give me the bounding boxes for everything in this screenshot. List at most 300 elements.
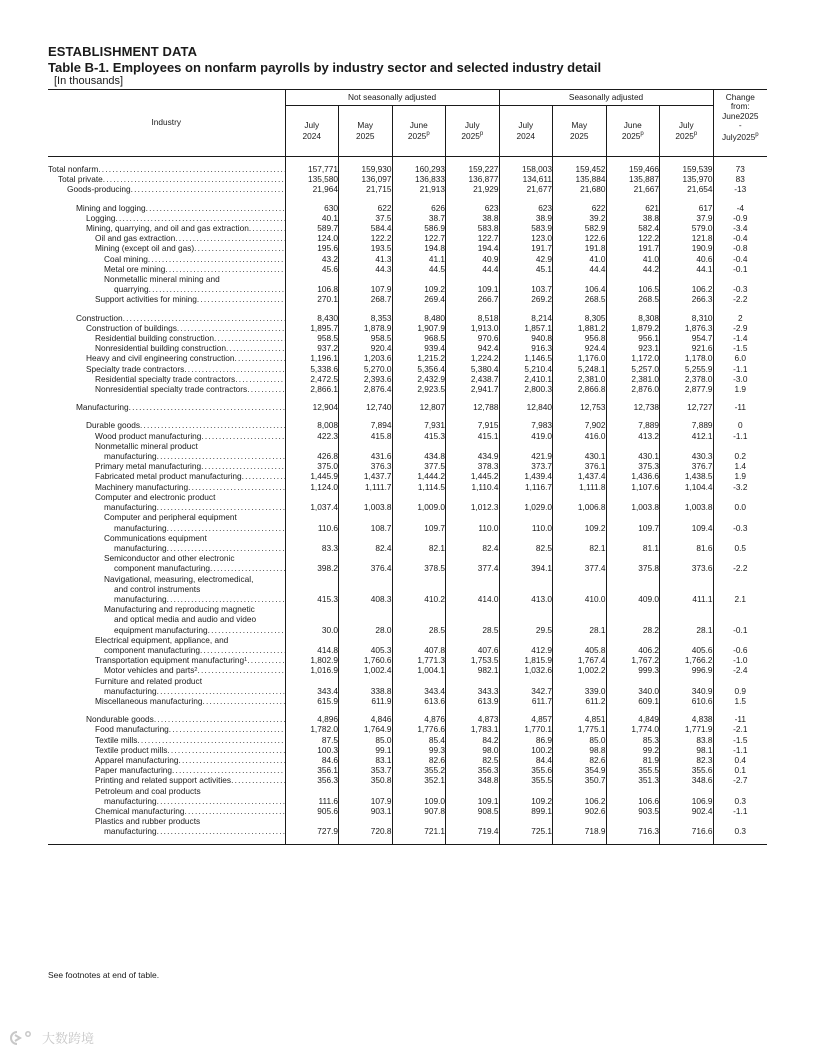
data-value: 85.0	[553, 735, 607, 745]
data-value: 430.1	[606, 441, 660, 461]
data-value: 30.0	[285, 604, 339, 635]
change-value: -1.5	[713, 343, 767, 353]
data-value: 416.0	[553, 431, 607, 441]
data-value: 109.1	[446, 274, 500, 294]
data-value: 1,146.5	[499, 353, 553, 363]
data-value: 398.2	[285, 553, 339, 573]
data-value: 266.7	[446, 294, 500, 304]
data-value: 727.9	[285, 816, 339, 836]
data-value: 339.0	[553, 676, 607, 696]
table-row	[48, 384, 767, 394]
data-value: 940.8	[499, 333, 553, 343]
data-value: 28.2	[606, 604, 660, 635]
data-value: 375.8	[606, 553, 660, 573]
change-value: -3.4	[713, 223, 767, 233]
data-value: 1,006.8	[553, 492, 607, 512]
data-value: 1,913.0	[446, 323, 500, 333]
data-value: 1,110.4	[446, 482, 500, 492]
data-value: 942.4	[446, 343, 500, 353]
data-value: 1,003.8	[339, 492, 393, 512]
data-value: 1,776.6	[392, 724, 446, 734]
industry-column-header: Industry	[151, 117, 181, 128]
data-value: 1,766.2	[660, 655, 714, 665]
data-value: 343.3	[446, 676, 500, 696]
data-value: 1,437.4	[553, 471, 607, 481]
data-value: 109.2	[392, 274, 446, 294]
data-value: 415.8	[339, 431, 393, 441]
data-value: 582.4	[606, 223, 660, 233]
data-value: 419.0	[499, 431, 553, 441]
month-column-header: July 2025$^p$	[446, 106, 500, 157]
data-value: 8,008	[285, 420, 339, 430]
data-value: 135,887	[606, 174, 660, 184]
industry-label: Construction .....	[48, 313, 285, 323]
data-value: 583.8	[446, 223, 500, 233]
data-value: 902.6	[553, 806, 607, 816]
table-row	[48, 203, 767, 213]
data-value: 44.3	[339, 264, 393, 274]
data-value: 7,983	[499, 420, 553, 430]
data-value: 982.1	[446, 665, 500, 675]
change-value: 0.0	[713, 492, 767, 512]
change-value: -1.5	[713, 735, 767, 745]
data-value: 1,176.0	[553, 353, 607, 363]
table-row	[48, 745, 767, 755]
industry-label: Coal mining .....	[48, 254, 285, 264]
data-value: 82.4	[446, 533, 500, 553]
change-value: -2.1	[713, 724, 767, 734]
data-value: 409.0	[606, 574, 660, 605]
data-value: 134,611	[499, 174, 553, 184]
data-value: 38.8	[606, 213, 660, 223]
change-column-header: Change from: June2025 - July2025$^p$	[713, 90, 767, 157]
data-value: 99.2	[606, 745, 660, 755]
data-value: 920.4	[339, 343, 393, 353]
data-value: 158,003	[499, 164, 553, 174]
change-value: -3.0	[713, 374, 767, 384]
industry-label: Computer and peripheral equipment manufacturing .....	[48, 512, 285, 532]
table-row	[48, 724, 767, 734]
data-value: 269.2	[499, 294, 553, 304]
data-value: 106.9	[660, 786, 714, 806]
data-value: 342.7	[499, 676, 553, 696]
data-value: 586.9	[392, 223, 446, 233]
data-value: 122.2	[339, 233, 393, 243]
table-row	[48, 223, 767, 233]
change-value: -1.1	[713, 806, 767, 816]
industry-label: Computer and electronic product manufacturing .....	[48, 492, 285, 512]
data-value: 613.9	[446, 696, 500, 706]
industry-label: Durable goods .....	[48, 420, 285, 430]
data-value: 40.6	[660, 254, 714, 264]
data-value: 923.1	[606, 343, 660, 353]
data-value: 430.3	[660, 441, 714, 461]
data-value: 899.1	[499, 806, 553, 816]
data-value: 8,305	[553, 313, 607, 323]
data-value: 5,338.6	[285, 364, 339, 374]
change-value: 0.2	[713, 441, 767, 461]
data-value: 37.5	[339, 213, 393, 223]
data-value: 83.3	[285, 533, 339, 553]
data-value: 2,410.1	[499, 374, 553, 384]
change-value: -2.9	[713, 323, 767, 333]
data-value: 106.2	[660, 274, 714, 294]
data-value: 8,430	[285, 313, 339, 323]
data-value: 1,029.0	[499, 492, 553, 512]
data-value: 5,248.1	[553, 364, 607, 374]
data-value: 7,889	[606, 420, 660, 430]
data-value: 405.3	[339, 635, 393, 655]
table-row	[48, 655, 767, 665]
data-value: 954.7	[660, 333, 714, 343]
data-value: 1,760.6	[339, 655, 393, 665]
data-value: 582.9	[553, 223, 607, 233]
industry-label: Printing and related support activities .....	[48, 775, 285, 785]
data-value: 716.6	[660, 816, 714, 836]
data-value: 2,800.3	[499, 384, 553, 394]
table-row	[48, 402, 767, 412]
data-value: 410.0	[553, 574, 607, 605]
data-value: 1,111.7	[339, 482, 393, 492]
data-value: 355.6	[499, 765, 553, 775]
data-value: 412.1	[660, 431, 714, 441]
data-value: 1,764.9	[339, 724, 393, 734]
data-value: 266.3	[660, 294, 714, 304]
industry-label: Machinery manufacturing .....	[48, 482, 285, 492]
month-column-header: July 2024	[285, 106, 339, 157]
data-value: 268.7	[339, 294, 393, 304]
data-value: 82.1	[392, 533, 446, 553]
data-value: 1,895.7	[285, 323, 339, 333]
data-value: 583.9	[499, 223, 553, 233]
industry-label: Textile product mills .....	[48, 745, 285, 755]
data-value: 413.0	[499, 574, 553, 605]
data-value: 415.1	[446, 431, 500, 441]
change-value: -0.9	[713, 213, 767, 223]
data-value: 108.7	[339, 512, 393, 532]
table-row	[48, 243, 767, 253]
spacer-row	[48, 412, 767, 420]
data-value: 999.3	[606, 665, 660, 675]
industry-label: Furniture and related product manufacturing .....	[48, 676, 285, 696]
table-row	[48, 364, 767, 374]
data-value: 630	[285, 203, 339, 213]
industry-label: Nonresidential specialty trade contractors .....	[48, 384, 285, 394]
units-note: [In thousands]	[54, 75, 124, 87]
data-value: 584.4	[339, 223, 393, 233]
industry-label: Heavy and civil engineering construction .....	[48, 353, 285, 363]
data-value: 405.8	[553, 635, 607, 655]
change-value: -1.1	[713, 745, 767, 755]
data-value: 968.5	[392, 333, 446, 343]
data-value: 351.3	[606, 775, 660, 785]
data-value: 81.9	[606, 755, 660, 765]
industry-label: Construction of buildings .....	[48, 323, 285, 333]
change-value: -11	[713, 714, 767, 724]
data-value: 355.2	[392, 765, 446, 775]
data-value: 916.3	[499, 343, 553, 353]
table-row	[48, 786, 767, 806]
data-value: 921.6	[660, 343, 714, 353]
data-value: 340.0	[606, 676, 660, 696]
table-row	[48, 765, 767, 775]
data-value: 21,677	[499, 184, 553, 194]
industry-label: Apparel manufacturing .....	[48, 755, 285, 765]
data-value: 2,438.7	[446, 374, 500, 384]
data-value: 1,436.6	[606, 471, 660, 481]
watermark-logo-icon	[8, 1029, 38, 1047]
data-value: 28.0	[339, 604, 393, 635]
data-value: 353.7	[339, 765, 393, 775]
industry-label: Electrical equipment, appliance, and component manufacturing .....	[48, 635, 285, 655]
data-value: 611.2	[553, 696, 607, 706]
data-value: 5,380.4	[446, 364, 500, 374]
data-value: 8,214	[499, 313, 553, 323]
data-value: 2,393.6	[339, 374, 393, 384]
data-value: 109.1	[446, 786, 500, 806]
data-value: 956.8	[553, 333, 607, 343]
data-value: 1,002.4	[339, 665, 393, 675]
table-row	[48, 676, 767, 696]
table-row	[48, 441, 767, 461]
data-value: 7,915	[446, 420, 500, 430]
data-value: 1,879.2	[606, 323, 660, 333]
table-row	[48, 233, 767, 243]
data-value: 110.0	[446, 512, 500, 532]
change-value: 1.5	[713, 696, 767, 706]
data-value: 1,815.9	[499, 655, 553, 665]
data-value: 1,782.0	[285, 724, 339, 734]
data-value: 111.6	[285, 786, 339, 806]
spacer-row	[48, 706, 767, 714]
data-value: 422.3	[285, 431, 339, 441]
industry-label: Specialty trade contractors .....	[48, 364, 285, 374]
data-value: 159,539	[660, 164, 714, 174]
data-value: 1,438.5	[660, 471, 714, 481]
spacer-row	[48, 157, 767, 165]
data-value: 40.1	[285, 213, 339, 223]
data-value: 1,775.1	[553, 724, 607, 734]
data-value: 1,003.8	[606, 492, 660, 512]
data-value: 376.4	[339, 553, 393, 573]
data-value: 378.3	[446, 461, 500, 471]
data-value: 1,107.6	[606, 482, 660, 492]
data-value: 377.5	[392, 461, 446, 471]
data-value: 1,016.9	[285, 665, 339, 675]
data-value: 38.9	[499, 213, 553, 223]
data-value: 340.9	[660, 676, 714, 696]
data-value: 159,227	[446, 164, 500, 174]
data-value: 84.2	[446, 735, 500, 745]
data-value: 190.9	[660, 243, 714, 253]
industry-label: Paper manufacturing .....	[48, 765, 285, 775]
data-value: 589.7	[285, 223, 339, 233]
data-value: 621	[606, 203, 660, 213]
data-value: 191.7	[499, 243, 553, 253]
data-value: 375.3	[606, 461, 660, 471]
change-value: 0	[713, 420, 767, 430]
data-value: 355.6	[660, 765, 714, 775]
data-value: 4,857	[499, 714, 553, 724]
data-value: 28.5	[392, 604, 446, 635]
data-value: 100.3	[285, 745, 339, 755]
table-row	[48, 482, 767, 492]
data-value: 1,771.3	[392, 655, 446, 665]
industry-label: Primary metal manufacturing .....	[48, 461, 285, 471]
table-row	[48, 635, 767, 655]
data-value: 82.6	[553, 755, 607, 765]
data-value: 373.7	[499, 461, 553, 471]
industry-label: Total private .....	[48, 174, 285, 184]
data-value: 41.0	[553, 254, 607, 264]
change-value: 0.3	[713, 816, 767, 836]
data-value: 160,293	[392, 164, 446, 174]
change-value: -1.1	[713, 431, 767, 441]
industry-label: Navigational, measuring, electromedical, and control instruments manufacturing .....	[48, 574, 285, 605]
change-value: -0.6	[713, 635, 767, 655]
data-value: 44.4	[553, 264, 607, 274]
change-value: -0.4	[713, 233, 767, 243]
industry-label: Mining, quarrying, and oil and gas extraction .....	[48, 223, 285, 233]
data-value: 8,480	[392, 313, 446, 323]
change-value: -0.8	[713, 243, 767, 253]
industry-label: Textile mills .....	[48, 735, 285, 745]
change-value: 1.4	[713, 461, 767, 471]
data-value: 195.6	[285, 243, 339, 253]
data-value: 343.4	[285, 676, 339, 696]
data-value: 1,124.0	[285, 482, 339, 492]
data-value: 2,876.4	[339, 384, 393, 394]
data-value: 1,783.1	[446, 724, 500, 734]
table-row	[48, 323, 767, 333]
table-row	[48, 333, 767, 343]
table-row	[48, 164, 767, 174]
data-value: 5,210.4	[499, 364, 553, 374]
industry-label: Petroleum and coal products manufacturing .....	[48, 786, 285, 806]
industry-label: Logging .....	[48, 213, 285, 223]
table-row	[48, 313, 767, 323]
data-value: 136,833	[392, 174, 446, 184]
data-value: 1,114.5	[392, 482, 446, 492]
table-row	[48, 574, 767, 605]
data-value: 8,518	[446, 313, 500, 323]
data-value: 21,667	[606, 184, 660, 194]
data-value: 609.1	[606, 696, 660, 706]
spacer-row	[48, 837, 767, 845]
data-value: 5,356.4	[392, 364, 446, 374]
spacer-row	[48, 195, 767, 203]
data-value: 414.0	[446, 574, 500, 605]
data-value: 106.6	[606, 786, 660, 806]
data-value: 5,255.9	[660, 364, 714, 374]
table-row	[48, 806, 767, 816]
data-value: 21,680	[553, 184, 607, 194]
data-value: 622	[553, 203, 607, 213]
data-value: 716.3	[606, 816, 660, 836]
change-value: -2.7	[713, 775, 767, 785]
table-title: Table B-1. Employees on nonfarm payrolls by industry sector and selected industry detail	[48, 60, 602, 75]
change-value: 0.4	[713, 755, 767, 765]
data-value: 268.5	[606, 294, 660, 304]
data-value: 124.0	[285, 233, 339, 243]
data-value: 136,097	[339, 174, 393, 184]
data-value: 42.9	[499, 254, 553, 264]
data-value: 29.5	[499, 604, 553, 635]
industry-label: Chemical manufacturing .....	[48, 806, 285, 816]
data-value: 82.3	[660, 755, 714, 765]
change-value: 2.1	[713, 574, 767, 605]
data-value: 377.4	[446, 553, 500, 573]
change-value: 0.1	[713, 765, 767, 775]
data-value: 626	[392, 203, 446, 213]
data-value: 44.4	[446, 264, 500, 274]
data-value: 7,894	[339, 420, 393, 430]
data-value: 375.0	[285, 461, 339, 471]
data-value: 623	[446, 203, 500, 213]
data-value: 719.4	[446, 816, 500, 836]
data-value: 350.7	[553, 775, 607, 785]
data-value: 84.6	[285, 755, 339, 765]
data-value: 1,104.4	[660, 482, 714, 492]
data-value: 354.9	[553, 765, 607, 775]
data-value: 82.5	[499, 533, 553, 553]
data-value: 4,838	[660, 714, 714, 724]
data-value: 39.2	[553, 213, 607, 223]
data-value: 937.2	[285, 343, 339, 353]
data-value: 123.0	[499, 233, 553, 243]
data-value: 122.6	[553, 233, 607, 243]
data-value: 1,907.9	[392, 323, 446, 333]
data-value: 1,004.1	[392, 665, 446, 675]
data-value: 159,452	[553, 164, 607, 174]
data-value: 405.6	[660, 635, 714, 655]
data-value: 109.7	[606, 512, 660, 532]
data-value: 28.1	[660, 604, 714, 635]
employment-table	[48, 89, 767, 845]
data-value: 98.0	[446, 745, 500, 755]
data-value: 348.6	[660, 775, 714, 785]
data-value: 1,767.4	[553, 655, 607, 665]
data-value: 269.4	[392, 294, 446, 304]
data-value: 1,876.3	[660, 323, 714, 333]
data-value: 5,270.0	[339, 364, 393, 374]
data-value: 28.1	[553, 604, 607, 635]
industry-label: Manufacturing and reproducing magnetic and optical media and audio and video equipment manufacturing .....	[48, 604, 285, 635]
data-value: 338.8	[339, 676, 393, 696]
change-value: 83	[713, 174, 767, 184]
data-value: 2,381.0	[553, 374, 607, 384]
data-value: 376.3	[339, 461, 393, 471]
data-value: 2,381.0	[606, 374, 660, 384]
month-column-header: July 2024	[499, 106, 553, 157]
data-value: 1,224.2	[446, 353, 500, 363]
table-row	[48, 714, 767, 724]
change-value: -2.2	[713, 553, 767, 573]
data-value: 1,445.2	[446, 471, 500, 481]
industry-label: Residential specialty trade contractors .....	[48, 374, 285, 384]
data-value: 41.0	[606, 254, 660, 264]
data-value: 12,807	[392, 402, 446, 412]
data-value: 12,727	[660, 402, 714, 412]
change-value: -0.1	[713, 264, 767, 274]
data-value: 2,876.0	[606, 384, 660, 394]
data-value: 1,878.9	[339, 323, 393, 333]
data-value: 82.4	[339, 533, 393, 553]
data-value: 958.5	[285, 333, 339, 343]
data-value: 1,172.0	[606, 353, 660, 363]
change-value: 1.9	[713, 471, 767, 481]
data-value: 21,964	[285, 184, 339, 194]
